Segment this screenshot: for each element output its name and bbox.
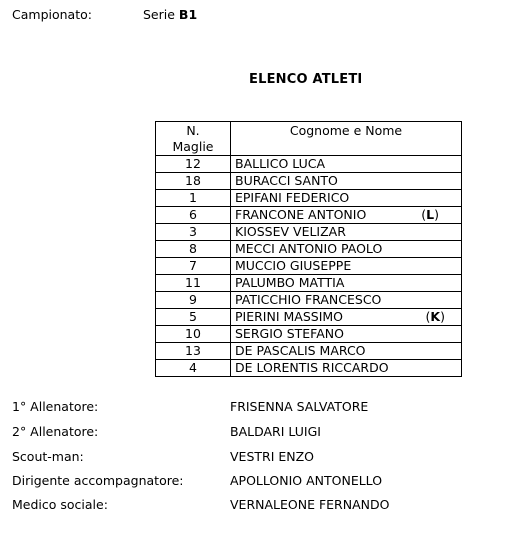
athlete-role: L bbox=[426, 207, 435, 222]
athlete-name-cell bbox=[231, 275, 462, 292]
jersey-number: 9 bbox=[156, 292, 231, 309]
athlete-name-cell bbox=[231, 241, 462, 258]
table-row bbox=[156, 326, 462, 343]
athlete-name-cell bbox=[231, 326, 462, 343]
championship-division: B1 bbox=[178, 7, 198, 22]
athlete-name-cell bbox=[231, 173, 462, 190]
jersey-number: 13 bbox=[156, 343, 231, 360]
championship-value bbox=[143, 7, 197, 22]
staff-member-name: BALDARI LUIGI bbox=[230, 424, 321, 439]
jersey-number: 10 bbox=[156, 326, 231, 343]
athlete-name: KIOSSEV VELIZAR bbox=[235, 224, 346, 239]
table-row bbox=[156, 156, 462, 173]
table-row bbox=[156, 360, 462, 377]
athlete-role-badge: (L) bbox=[421, 207, 439, 222]
staff-role-label: Dirigente accompagnatore: bbox=[12, 473, 184, 488]
athlete-name-cell bbox=[231, 343, 462, 360]
jersey-number: 1 bbox=[156, 190, 231, 207]
athlete-name-cell bbox=[231, 292, 462, 309]
athlete-role: K bbox=[430, 309, 441, 324]
staff-role-label: 1° Allenatore: bbox=[12, 399, 99, 414]
athlete-name: EPIFANI FEDERICO bbox=[235, 190, 350, 205]
table-row bbox=[156, 241, 462, 258]
staff-member-name: APOLLONIO ANTONELLO bbox=[230, 473, 383, 488]
table-header-row bbox=[156, 122, 462, 156]
header-name: Cognome e Nome bbox=[231, 122, 462, 156]
athlete-name-cell bbox=[231, 156, 462, 173]
header-jersey-number bbox=[156, 122, 231, 156]
athlete-name-cell bbox=[231, 190, 462, 207]
athlete-name: MECCI ANTONIO PAOLO bbox=[235, 241, 383, 256]
jersey-number: 3 bbox=[156, 224, 231, 241]
athlete-name-cell bbox=[231, 309, 462, 326]
staff-member-name: VERNALEONE FERNANDO bbox=[230, 497, 390, 512]
athlete-name-cell bbox=[231, 258, 462, 275]
athlete-name: BALLICO LUCA bbox=[235, 156, 326, 171]
jersey-number: 4 bbox=[156, 360, 231, 377]
header-number-line1: N. bbox=[186, 123, 200, 138]
championship-label: Campionato: bbox=[12, 7, 92, 22]
jersey-number: 18 bbox=[156, 173, 231, 190]
staff-role-label: 2° Allenatore: bbox=[12, 424, 99, 439]
athlete-name: DE LORENTIS RICCARDO bbox=[235, 360, 389, 375]
jersey-number: 8 bbox=[156, 241, 231, 258]
table-row bbox=[156, 207, 462, 224]
athlete-name: PATICCHIO FRANCESCO bbox=[235, 292, 382, 307]
athlete-name: BURACCI SANTO bbox=[235, 173, 338, 188]
athletes-table bbox=[155, 121, 462, 377]
athlete-name: SERGIO STEFANO bbox=[235, 326, 344, 341]
athlete-name: DE PASCALIS MARCO bbox=[235, 343, 366, 358]
jersey-number: 7 bbox=[156, 258, 231, 275]
athlete-name-cell bbox=[231, 360, 462, 377]
staff-role-label: Medico sociale: bbox=[12, 497, 108, 512]
table-row bbox=[156, 343, 462, 360]
athlete-name-cell bbox=[231, 207, 462, 224]
athlete-name: MUCCIO GIUSEPPE bbox=[235, 258, 352, 273]
table-row bbox=[156, 275, 462, 292]
table-row bbox=[156, 258, 462, 275]
table-row bbox=[156, 173, 462, 190]
table-row bbox=[156, 224, 462, 241]
athlete-name: FRANCONE ANTONIO bbox=[235, 207, 367, 222]
page-title: ELENCO ATLETI bbox=[249, 72, 363, 87]
jersey-number: 11 bbox=[156, 275, 231, 292]
jersey-number: 12 bbox=[156, 156, 231, 173]
championship-series: Serie bbox=[143, 7, 175, 22]
table-row bbox=[156, 190, 462, 207]
athlete-name: PALUMBO MATTIA bbox=[235, 275, 345, 290]
athlete-name-cell bbox=[231, 224, 462, 241]
staff-member-name: VESTRI ENZO bbox=[230, 449, 315, 464]
athlete-name: PIERINI MASSIMO bbox=[235, 309, 344, 324]
staff-role-label: Scout-man: bbox=[12, 449, 84, 464]
table-row bbox=[156, 309, 462, 326]
staff-member-name: FRISENNA SALVATORE bbox=[230, 399, 369, 414]
athlete-role-badge: (K) bbox=[425, 309, 445, 324]
jersey-number: 5 bbox=[156, 309, 231, 326]
jersey-number: 6 bbox=[156, 207, 231, 224]
header-number-line2: Maglie bbox=[172, 139, 214, 154]
table-row bbox=[156, 292, 462, 309]
